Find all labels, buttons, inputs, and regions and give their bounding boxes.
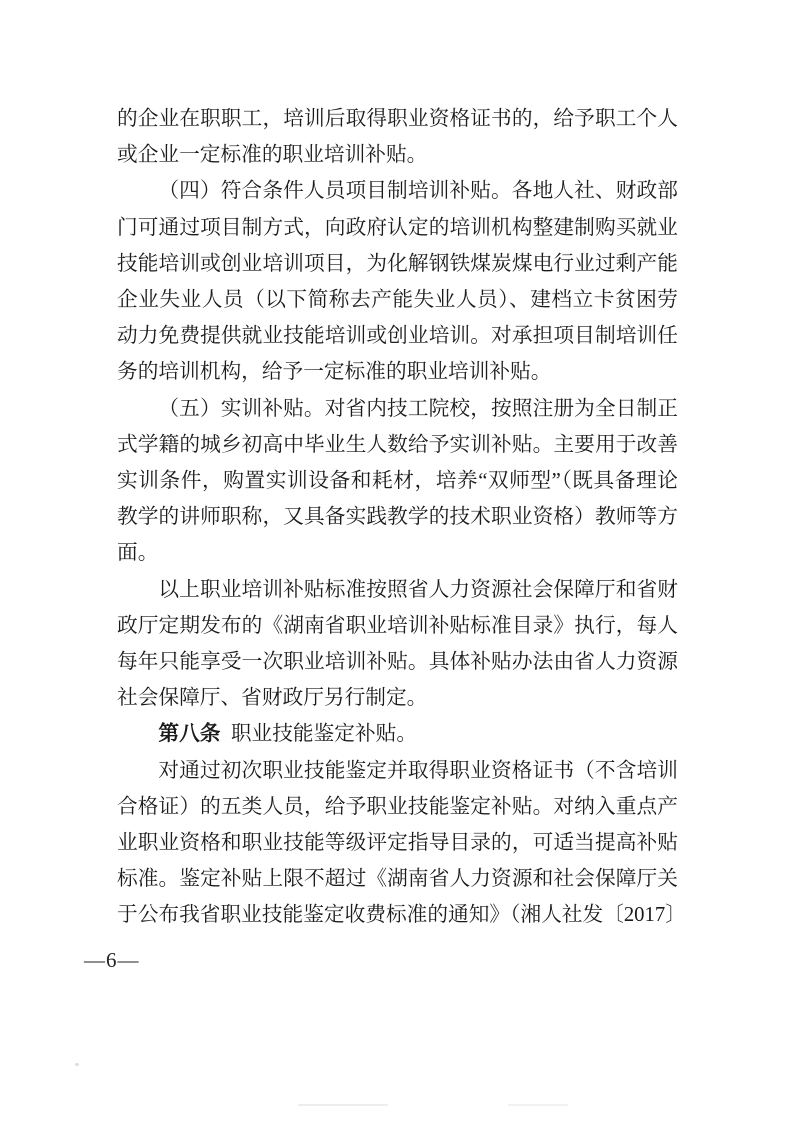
para-article-eight-heading: 第八条 职业技能鉴定补贴。 [158,723,418,746]
scan-artifact [298,1104,388,1106]
para-continuation: 的企业在职职工，培训后取得职业资格证书的，给予职工个人或企业一定标准的职业培训补贴。 [117,108,678,167]
page-number: —6— [84,948,140,972]
para-item-four: （四）符合条件人员项目制培训补贴。各地人社、财政部门可通过项目制方式，向政府认定的培训机构整建制购买就业技能培训或创业培训项目，为化解钢铁煤炭煤电行业过剩产能企业失业人员（以下简称去产能失业人员）、建档立卡贫困劳动力免费提供就业技能培训或创业培训。对承担项目制培训任务的培训机构，给予一定标准的职业培训补贴。 [117,180,678,384]
para-article-eight-body: 对通过初次职业技能鉴定并取得职业资格证书（不含培训合格证）的五类人员，给予职业技能鉴定补贴。对纳入重点产业职业资格和职业技能等级评定指导目录的，可适当提高补贴标准。鉴定补贴上限不超过《湖南省人力资源和社会保障厅关于公布我省职业技能鉴定收费标准的通知》（湘人社发〔2017〕 [117,759,686,927]
para-item-five: （五）实训补贴。对省内技工院校，按照注册为全日制正式学籍的城乡初高中毕业生人数给予实训补贴。主要用于改善实训条件，购置实训设备和耗材，培养“双师型”（既具备理论教学的讲师职称，又具备实践教学的技术职业资格）教师等方面。 [117,397,678,565]
document-body [117,101,686,934]
scan-artifact [508,1104,568,1106]
para-standards: 以上职业培训补贴标准按照省人力资源社会保障厅和省财政厅定期发布的《湖南省职业培训补贴标准目录》执行，每人每年只能享受一次职业培训补贴。具体补贴办法由省人力资源社会保障厅、省财政厅另行制定。 [117,578,678,710]
scan-artifact [75,1063,79,1066]
article-number-bold: 第八条 [158,723,221,746]
